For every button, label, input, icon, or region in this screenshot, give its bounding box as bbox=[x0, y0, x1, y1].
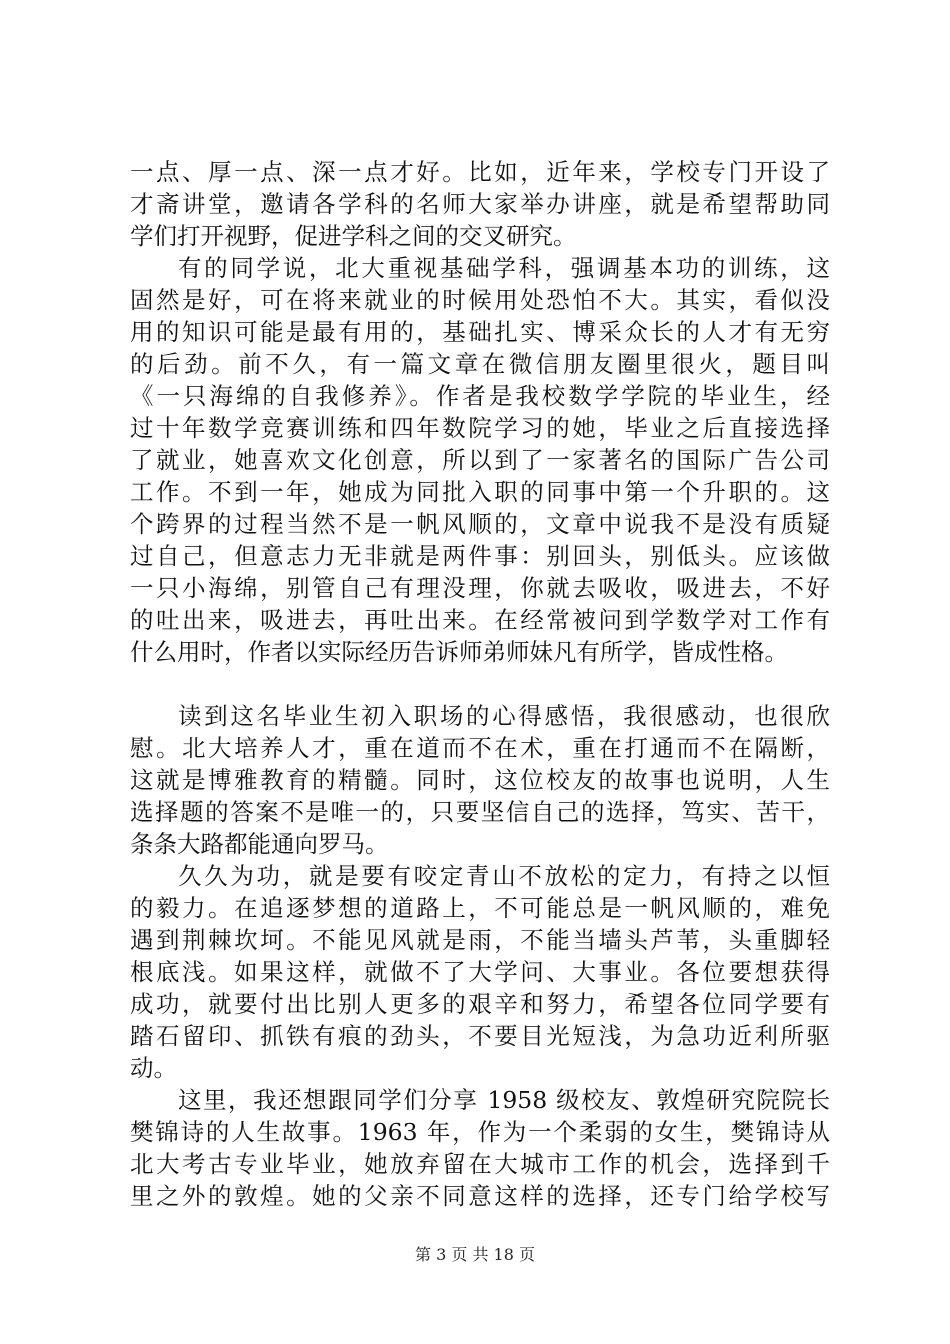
paragraph-first-line: 久久为功，就是要有咬定青山不放松的定力，有持之以恒 bbox=[178, 862, 830, 890]
text-line: 工作。不到一年，她成为同批入职的同事中第一个升职的。这 bbox=[130, 478, 830, 506]
text-line: 北大考古专业毕业，她放弃留在大城市工作的机会，选择到千 bbox=[130, 1150, 830, 1178]
paragraph-first-line: 这里，我还想跟同学们分享 1958 级校友、敦煌研究院院长 bbox=[178, 1086, 830, 1114]
paragraph-first-line: 读到这名毕业生初入职场的心得感悟，我很感动，也很欣 bbox=[178, 702, 830, 730]
text-line: 什么用时，作者以实际经历告诉师弟师妹凡有所学，皆成性格。 bbox=[130, 638, 788, 666]
text-line: 个跨界的过程当然不是一帆风顺的，文章中说我不是没有质疑 bbox=[130, 510, 830, 538]
text-line: 条条大路都能通向罗马。 bbox=[130, 830, 389, 858]
text-line: 遇到荆棘坎坷。不能见风就是雨，不能当墙头芦苇，头重脚轻 bbox=[130, 926, 830, 954]
text-line: 动。 bbox=[130, 1054, 177, 1082]
text-line: 这就是博雅教育的精髓。同时，这位校友的故事也说明，人生 bbox=[130, 766, 830, 794]
text-line: 成功，就要付出比别人更多的艰辛和努力，希望各位同学要有 bbox=[130, 990, 830, 1018]
text-line: 《一只海绵的自我修养》。作者是我校数学学院的毕业生，经 bbox=[130, 382, 830, 410]
text-line: 的后劲。前不久，有一篇文章在微信朋友圈里很火，题目叫 bbox=[130, 350, 830, 378]
text-line: 一只小海绵，别管自己有理没理，你就去吸收，吸进去，不好 bbox=[130, 574, 830, 602]
text-line: 的吐出来，吸进去，再吐出来。在经常被问到学数学对工作有 bbox=[130, 606, 830, 634]
page-number-footer: 第 3 页 共 18 页 bbox=[415, 1245, 535, 1264]
text-line: 学们打开视野，促进学科之间的交叉研究。 bbox=[130, 222, 577, 250]
text-line: 慰。北大培养人才，重在道而不在术，重在打通而不在隔断， bbox=[130, 734, 830, 762]
text-line: 选择题的答案不是唯一的，只要坚信自己的选择，笃实、苦干， bbox=[130, 798, 830, 826]
text-line: 了就业，她喜欢文化创意，所以到了一家著名的国际广告公司 bbox=[130, 446, 830, 474]
text-line: 固然是好，可在将来就业的时候用处恐怕不大。其实，看似没 bbox=[130, 286, 830, 314]
text-line: 用的知识可能是最有用的，基础扎实、博采众长的人才有无穷 bbox=[130, 318, 830, 346]
paragraph-first-line: 有的同学说，北大重视基础学科，强调基本功的训练，这 bbox=[178, 254, 830, 282]
text-line: 里之外的敦煌。她的父亲不同意这样的选择，还专门给学校写 bbox=[130, 1182, 830, 1210]
text-line: 过十年数学竞赛训练和四年数院学习的她，毕业之后直接选择 bbox=[130, 414, 830, 442]
paragraph-gap bbox=[130, 668, 830, 700]
text-line: 踏石留印、抓铁有痕的劲头，不要目光短浅，为急功近利所驱 bbox=[130, 1022, 830, 1050]
text-line: 一点、厚一点、深一点才好。比如，近年来，学校专门开设了 bbox=[130, 158, 830, 186]
text-line: 才斋讲堂，邀请各学科的名师大家举办讲座，就是希望帮助同 bbox=[130, 190, 830, 218]
text-line: 根底浅。如果这样，就做不了大学问、大事业。各位要想获得 bbox=[130, 958, 830, 986]
text-line: 过自己，但意志力无非就是两件事：别回头，别低头。应该做 bbox=[130, 542, 830, 570]
text-line: 樊锦诗的人生故事。1963 年，作为一个柔弱的女生，樊锦诗从 bbox=[130, 1118, 830, 1146]
text-line: 的毅力。在追逐梦想的道路上，不可能总是一帆风顺的，难免 bbox=[130, 894, 830, 922]
document-body bbox=[130, 156, 830, 1212]
